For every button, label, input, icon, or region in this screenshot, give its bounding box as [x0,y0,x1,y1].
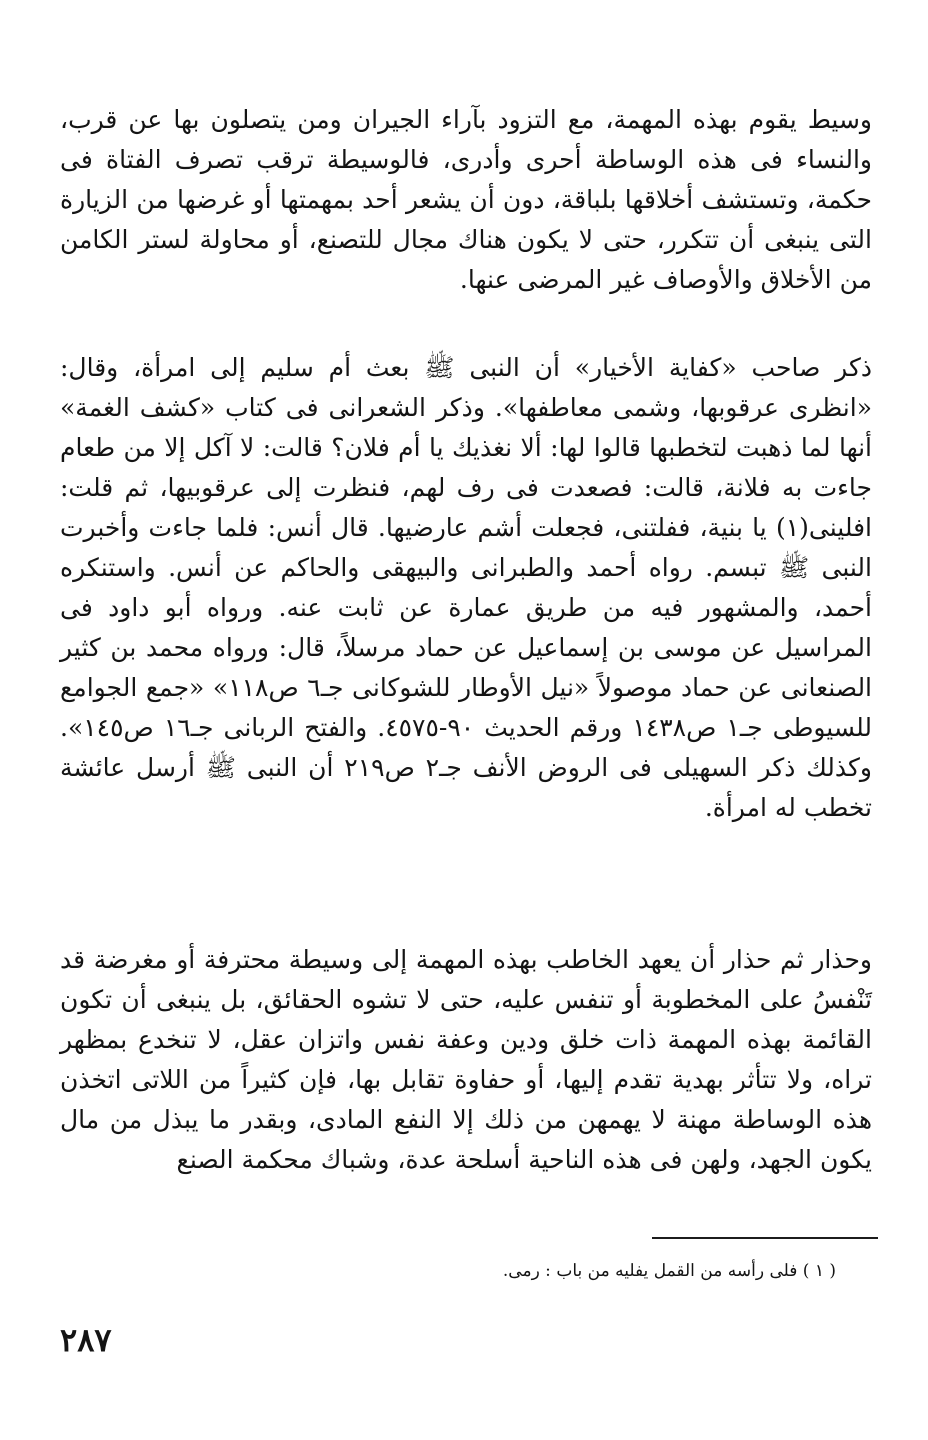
footnote-divider [652,1237,878,1239]
paragraph-3 [60,940,872,1180]
paragraph-text: وسيط يقوم بهذه المهمة، مع التزود بآراء الجيران ومن يتصلون بها عن قرب، والنساء فى هذه الوساطة أحرى وأدرى، فالوسيطة ترقب تصرف الفتاة فى حكمة، وتستشف أخلاقها بلباقة، دون أن يشعر أحد بمهمتها أو غرضها من الزيارة التى ينبغى أن تتكرر، حتى لا يكون هناك مجال للتصنع، أو محاولة لستر الكامن من الأخلاق والأوصاف غير المرضى عنها. [60,105,872,294]
paragraph-text: ذكر صاحب «كفاية الأخيار» أن النبى ﷺ بعث أم سليم إلى امرأة، وقال: «انظرى عرقوبها، وشمى معاطفها». وذكر الشعرانى فى كتاب «كشف الغمة» أنها لما ذهبت لتخطبها قالوا لها: ألا نغذيك يا أم فلان؟ قالت: لا آكل إلا من طعام جاءت به فلانة، قالت: فصعدت فى رف لهم، فنظرت إلى عرقوبيها، ثم قلت: افلينى(١) يا بنية، ففلتنى، فجعلت أشم عارضيها. قال أنس: فلما جاءت وأخبرت النبى ﷺ تبسم. رواه أحمد والطبرانى والبيهقى والحاكم عن أنس. واستنكره أحمد، والمشهور فيه من طريق عمارة عن ثابت عنه. ورواه أبو داود فى المراسيل عن موسى بن إسماعيل عن حماد مرسلاً، قال: ورواه محمد بن كثير الصنعانى عن حماد موصولاً «نيل الأوطار للشوكانى جـ٦ ص١١٨» «جمع الجوامع للسيوطى جـ١ ص١٤٣٨ ورقم الحديث ٩٠-٤٥٧٥. والفتح الربانى جـ١٦ ص١٤٥». وكذلك ذكر السهيلى فى الروض الأنف جـ٢ ص٢١٩ أن النبى ﷺ أرسل عائشة تخطب له امرأة. [60,353,873,822]
footnote: ( ١ ) فلى رأسه من القمل يفليه من باب : رمى. [502,1261,836,1281]
paragraph-2 [60,348,872,828]
paragraph-1 [60,100,872,300]
page-number: ٢٨٧ [60,1321,112,1359]
paragraph-text: وحذار ثم حذار أن يعهد الخاطب بهذه المهمة إلى وسيطة محترفة أو مغرضة قد تَنْفسُ على المخطوبة أو تنفس عليه، حتى لا تشوه الحقائق، بل ينبغى أن تكون القائمة بهذه المهمة ذات خلق ودين وعفة نفس واتزان عقل، لا تنخدع بمظهر تراه، ولا تتأثر بهدية تقدم إليها، أو حفاوة تقابل بها، فإن كثيراً من اللاتى اتخذن هذه الوساطة مهنة لا يهمهن من ذلك إلا النفع المادى، وبقدر ما يبذل من مال يكون الجهد، ولهن فى هذه الناحية أسلحة عدة، وشباك محكمة الصنع [60,945,872,1174]
